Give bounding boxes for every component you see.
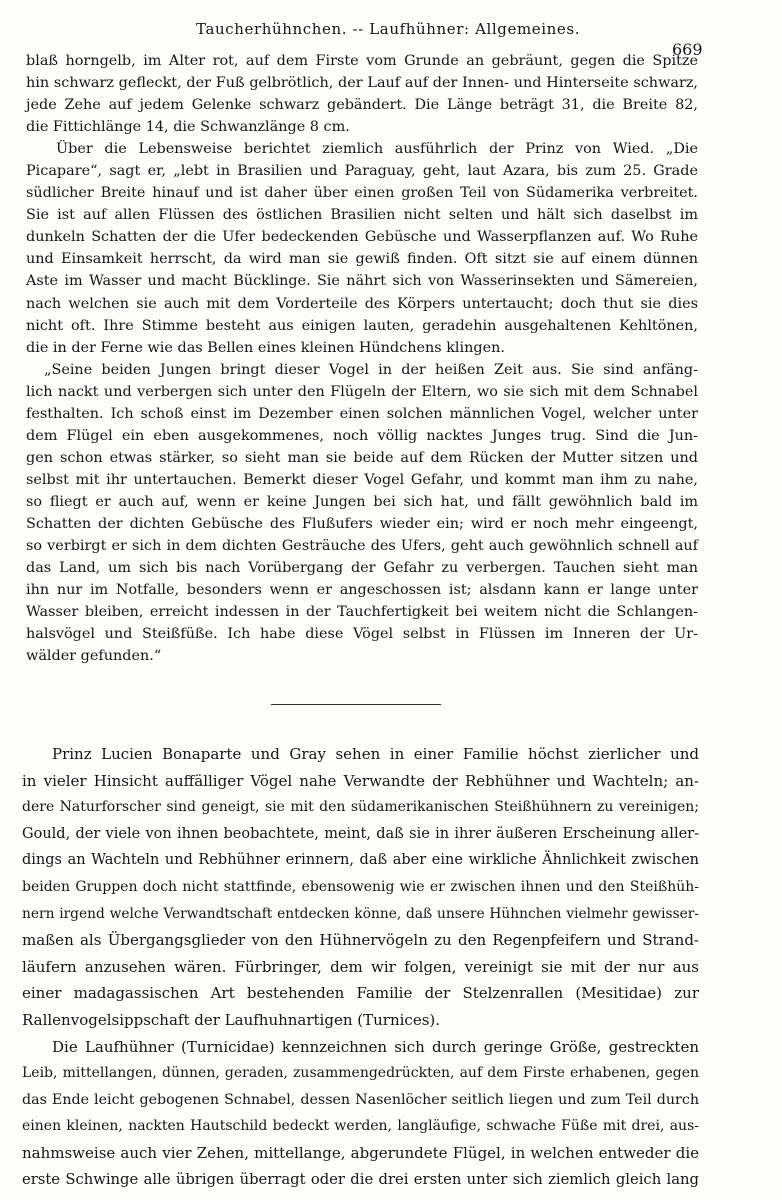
text-line: die Fittichlänge 14, die Schwanzlänge 8 cm.	[26, 119, 350, 136]
text-line: dem Flügel ein eben ausgekommenes, noch völlig nacktes Junges trug. Sind die Jun-	[26, 427, 698, 444]
text-line: Über die Lebensweise berichtet ziemlich ausführlich der Prinz von Wied. „Die	[56, 141, 698, 158]
text-line: Prinz Lucien Bonaparte und Gray sehen in einer Familie höchst zierlicher und	[52, 745, 699, 763]
text-line: nern irgend welche Verwandtschaft entdecken könne, daß unsere Hühnchen vielmehr gewisser-	[22, 905, 699, 922]
running-head: Taucherhühnchen. -- Laufhühner: Allgemeines.	[196, 20, 581, 38]
text-line: nahmsweise auch vier Zehen, mittellange, abgerundete Flügel, in welchen entweder die	[22, 1143, 699, 1162]
text-line: Wasser bleiben, erreicht indessen in der Tauchfertigkeit bei weitem nicht die Schlangen-	[26, 604, 698, 621]
text-line: selbst mit ihr untertauchen. Bemerkt dieser Vogel Gefahr, und kommt man ihm zu nahe,	[26, 471, 698, 488]
text-line: das Ende leicht gebogenen Schnabel, dessen Nasenlöcher seitlich liegen und zum Teil durch	[22, 1091, 699, 1108]
text-line: Aste im Wasser und macht Bücklinge. Sie nährt sich von Wasserinsekten und Sämereien,	[26, 273, 698, 290]
text-line: nach welchen sie auch mit dem Vorderteile des Körpers untertaucht; doch thut sie dies	[26, 295, 698, 312]
text-line: erste Schwinge alle übrigen überragt oder die drei ersten unter sich ziemlich gleich lang	[22, 1170, 699, 1188]
text-line: Gould, der viele von ihnen beobachtete, meint, daß sie in ihrer äußeren Erscheinung aller-	[22, 825, 699, 842]
text-line: beiden Gruppen doch nicht stattfinde, ebensowenig wie er zwischen ihnen und den Steißhüh-	[22, 878, 699, 895]
text-line: und Einsamkeit herrscht, da wird man sie gewiß finden. Oft sitzt sie auf einem dünnen	[26, 251, 698, 268]
text-block-2	[22, 741, 699, 1193]
text-line: einer madagassischen Art bestehenden Familie der Stelzenrallen (Mesitidae) zur	[22, 984, 699, 1003]
page-number: 669	[672, 40, 703, 59]
text-line: jede Zehe auf jedem Gelenke schwarz gebändert. Die Länge beträgt 31, die Breite 82,	[26, 97, 698, 114]
text-line: Leib, mittellangen, dünnen, geraden, zusammengedrückten, auf dem Firste erhabenen, gegen	[22, 1065, 699, 1082]
text-line: nicht oft. Ihre Stimme besteht aus einigen lauten, geradehin ausgehaltenen Kehltönen,	[26, 317, 698, 334]
text-line: halsvögel und Steißfüße. Ich habe diese Vögel selbst in Flüssen im Inneren der Ur-	[26, 626, 698, 643]
text-line: wälder gefunden.“	[26, 648, 162, 665]
text-line: lich nackt und verbergen sich unter den Flügeln der Eltern, wo sie sich mit dem Schnabel	[26, 383, 698, 400]
section-divider	[271, 704, 441, 705]
text-line: Picapare“, sagt er, „lebt in Brasilien und Paraguay, geht, laut Azara, bis zum 25. Grade	[26, 163, 698, 180]
text-line: so verbirgt er sich in dem dichten Gesträuche des Ufers, geht auch gewöhnlich schnell auf	[26, 538, 698, 555]
text-line: dere Naturforscher sind geneigt, sie mit den südamerikanischen Steißhühnern zu vereinigen;	[22, 799, 699, 816]
text-line: hin schwarz gefleckt, der Fuß gelbrötlich, der Lauf auf der Innen- und Hinterseite schwarz,	[26, 75, 698, 92]
text-line: das Land, um sich bis nach Vorübergang der Gefahr zu verbergen. Tauchen sieht man	[26, 560, 698, 577]
text-line: Rallenvogelsippschaft der Laufhuhnartigen (Turnices).	[22, 1010, 441, 1029]
text-line: die in der Ferne wie das Bellen eines kleinen Hündchens klingen.	[26, 339, 505, 356]
text-line: so fliegt er auch auf, wenn er keine Jungen bei sich hat, und fällt gewöhnlich bald im	[26, 493, 698, 510]
text-line: einen kleinen, nackten Hautschild bedeckt werden, langläufige, schwache Füße mit drei, aus-	[22, 1118, 699, 1135]
text-line: südlicher Breite hinauf und ist daher über einen großen Teil von Südamerika verbreitet.	[26, 185, 698, 202]
text-line: läufern anzusehen wären. Fürbringer, dem wir folgen, vereinigt sie mit der nur aus	[22, 957, 699, 976]
text-line: festhalten. Ich schoß einst im Dezember einen solchen männlichen Vogel, welcher unter	[26, 405, 698, 422]
text-line: Schatten der dichten Gebüsche des Flußufers wieder ein; wird er noch mehr eingeengt,	[26, 515, 698, 532]
text-block-1	[26, 50, 698, 667]
text-line: maßen als Übergangsglieder von den Hühnervögeln zu den Regenpfeifern und Strand-	[22, 931, 699, 950]
text-line: dunkeln Schatten der die Ufer bedeckenden Gebüsche und Wasserpflanzen auf. Wo Ruhe	[26, 229, 698, 246]
text-line: in vieler Hinsicht auffälliger Vögel nahe Verwandte der Rebhühner und Wachteln; an-	[22, 771, 699, 790]
page-header	[0, 12, 782, 59]
text-line: gen schon etwas stärker, so sieht man sie beide auf dem Rücken der Mutter sitzen und	[26, 449, 698, 466]
text-line: ihn nur im Notfalle, besonders wenn er angeschossen ist; alsdann kann er lange unter	[26, 582, 698, 599]
text-line: blaß horngelb, im Alter rot, auf dem Firste vom Grunde an gebräunt, gegen die Spitze	[26, 53, 698, 69]
text-line: dings an Wachteln und Rebhühner erinnern, daß aber eine wirkliche Ähnlichkeit zwischen	[22, 852, 699, 869]
text-line: „Seine beiden Jungen bringt dieser Vogel in der heißen Zeit aus. Sie sind anfäng-	[44, 361, 698, 378]
text-line: Sie ist auf allen Flüssen des östlichen Brasilien nicht selten und hält sich daselbst im	[26, 207, 698, 224]
text-line: Die Laufhühner (Turnicidae) kennzeichnen sich durch geringe Größe, gestreckten	[52, 1037, 699, 1056]
